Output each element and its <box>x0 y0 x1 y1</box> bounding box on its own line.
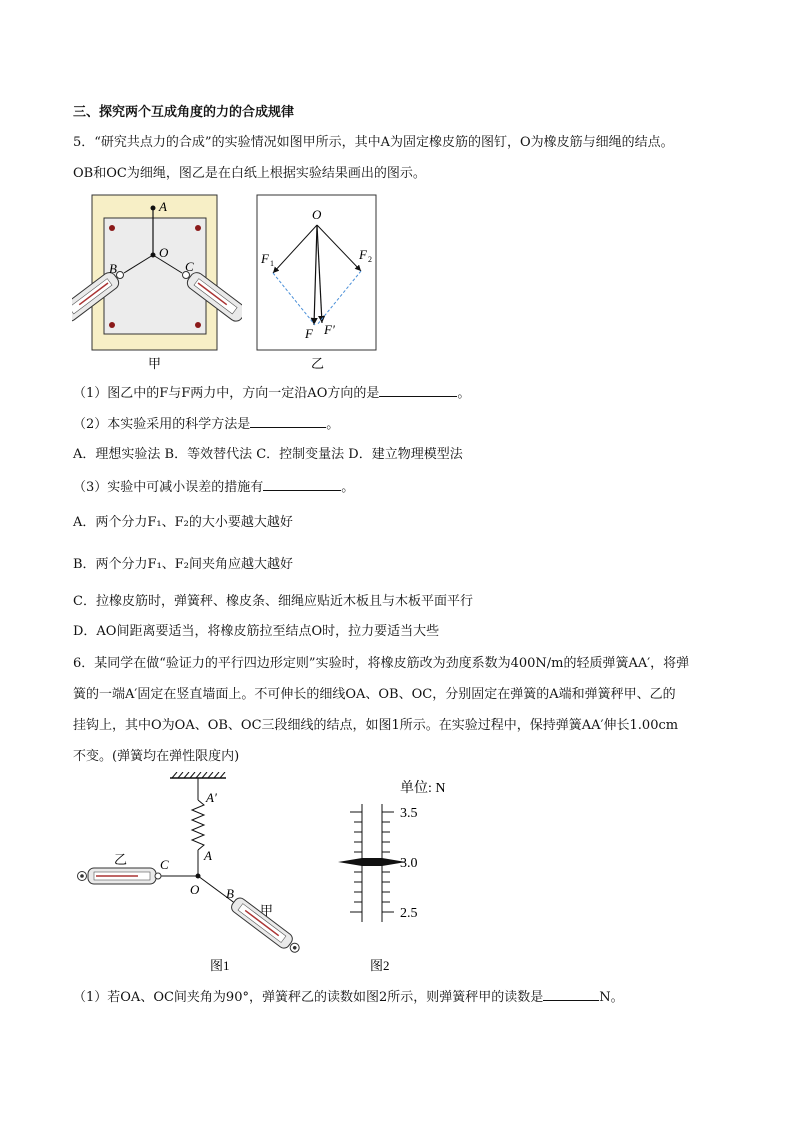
label-yi: 乙 <box>114 852 128 867</box>
q5-stem-line2: OB和OC为细绳，图乙是在白纸上根据实验结果画出的图示。 <box>73 166 426 181</box>
label-F2: F <box>359 247 367 262</box>
label-A: A <box>204 848 212 863</box>
q5-option-a: A．两个分力F₁、F₂的大小要越大越好 <box>73 515 293 530</box>
q5-sub2: （2）本实验采用的科学方法是 。 <box>73 414 339 435</box>
caption-fig2: 图2 <box>370 958 390 973</box>
q5-option-d: D．AO间距离要适当，将橡皮筋拉至结点O时，拉力要适当大些 <box>73 624 440 639</box>
label-B: B <box>109 261 117 276</box>
unit-label: 单位: N <box>400 781 446 796</box>
label-F1-sub: 1 <box>270 259 274 268</box>
answer-blank-2[interactable] <box>250 414 326 428</box>
tick-2-5: 2.5 <box>400 906 418 921</box>
q5-sub1: （1）图乙中的F与F两力中，方向一定沿AO方向的是 。 <box>73 383 470 404</box>
q5-stem-line1: 5．“研究共点力的合成”的实验情况如图甲所示，其中A为固定橡皮筋的图钉，O为橡皮筋与细绳的结点。 <box>73 135 674 150</box>
section-title: 三、探究两个互成角度的力的合成规律 <box>73 105 295 120</box>
label-O: O <box>159 245 169 260</box>
q5-sub3: （3）实验中可减小误差的措施有 。 <box>73 477 354 498</box>
label-F: F <box>305 326 313 341</box>
caption-yi: 乙 <box>311 356 325 371</box>
tick-3-5: 3.5 <box>400 806 418 821</box>
figure-2 <box>330 772 470 980</box>
q5-option-c: C．拉橡皮筋时，弹簧秤、橡皮条、细绳应贴近木板且与木板平面平行 <box>73 594 473 609</box>
label-O: O <box>190 882 200 897</box>
label-A: A <box>159 199 167 214</box>
figure-yi <box>255 193 380 371</box>
label-jia: 甲 <box>260 903 274 918</box>
q6-sub1: （1）若OA、OC间夹角为90°，弹簧秤乙的读数如图2所示，则弹簧秤甲的读数是 N。 <box>73 987 624 1008</box>
label-F1: F <box>261 251 269 266</box>
tick-3-0: 3.0 <box>400 856 418 871</box>
q6-stem-line3: 挂钩上，其中O为OA、OB、OC三段细线的结点，如图1所示。在实验过程中，保持弹簧AA′伸长1.00cm <box>73 718 679 733</box>
figure-jia <box>72 193 242 371</box>
answer-blank-q6[interactable] <box>543 987 599 1001</box>
q6-stem-line4: 不变。(弹簧均在弹性限度内) <box>73 749 240 764</box>
caption-fig1: 图1 <box>210 958 230 973</box>
q6-stem-line2: 簧的一端A′固定在竖直墙面上。不可伸长的细线OA、OB、OC，分别固定在弹簧的A端和弹簧秤甲、乙的 <box>73 687 676 702</box>
q5-option-b: B．两个分力F₁、F₂间夹角应越大越好 <box>73 557 294 572</box>
q6-stem-line1: 6．某同学在做“验证力的平行四边形定则”实验时，将橡皮筋改为劲度系数为400N/m的轻质弹簧AA′，将弹 <box>73 656 690 671</box>
answer-blank-1[interactable] <box>379 383 457 397</box>
label-O: O <box>312 207 322 222</box>
answer-blank-3[interactable] <box>263 477 341 491</box>
label-F-prime: F′ <box>324 322 335 337</box>
label-A-prime: A′ <box>206 790 217 805</box>
label-C: C <box>185 259 194 274</box>
caption-jia: 甲 <box>148 356 162 371</box>
label-B: B <box>226 886 234 901</box>
figure-1 <box>74 772 304 980</box>
label-C: C <box>160 857 169 872</box>
label-F2-sub: 2 <box>368 255 372 264</box>
q5-sub2-options: A．理想实验法 B．等效替代法 C．控制变量法 D．建立物理模型法 <box>73 447 463 462</box>
